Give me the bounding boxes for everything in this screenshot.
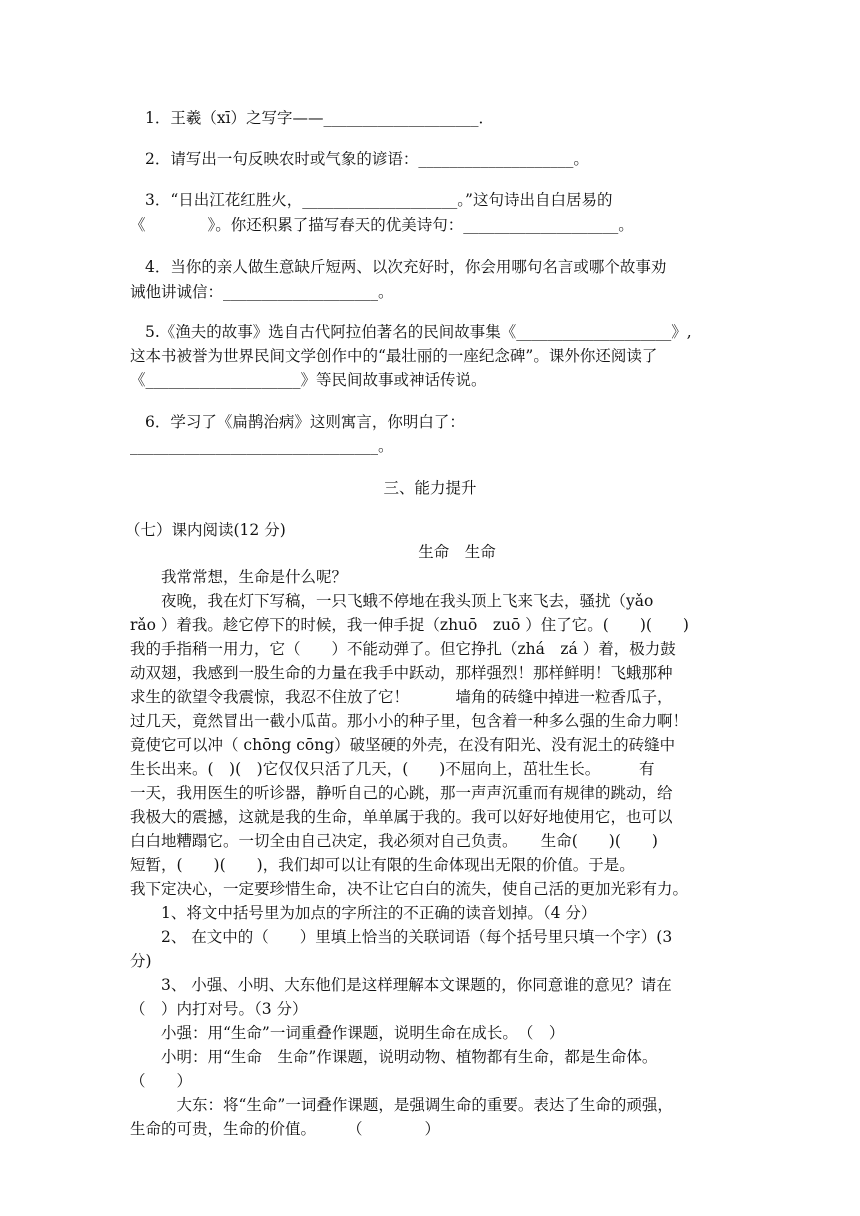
- passage-line: 白白地糟蹋它。一切全由自己决定，我必须对自己负责。 生命( )( ): [130, 832, 658, 850]
- reading-header: （七）课内阅读(12 分): [125, 521, 286, 539]
- question-2-line-1: 2．请写出一句反映农时或气象的谚语：____________________。: [145, 150, 589, 168]
- question-3-line-1: 3．“日出江花红胜火，____________________。”这句诗出自白居易的: [145, 191, 613, 209]
- question-5-line-2: 这本书被誉为世界民间文学创作中的“最壮丽的一座纪念碑”。课外你还阅读了: [130, 347, 658, 365]
- passage-line: rǎo ）着我。趁它停下的时候，我一伸手捉（zhuō zuō ）住了它。( )( ): [130, 616, 689, 634]
- exercise-line: 小明：用“生命 生命”作课题，说明动物、植物都有生命，都是生命体。: [130, 1048, 658, 1066]
- passage-line: 我常常想，生命是什么呢？: [130, 568, 348, 586]
- exercise-line: 分): [130, 952, 152, 970]
- exercise-line: 小强：用“生命”一词重叠作课题，说明生命在成长。 （ ）: [130, 1024, 565, 1042]
- section-title: 三、能力提升: [383, 479, 477, 497]
- question-4-line-1: 4．当你的亲人做生意缺斤短两、以次充好时，你会用哪句名言或哪个故事劝: [145, 258, 667, 276]
- question-5-line-3: 《____________________》等民间故事或神话传说。: [130, 371, 487, 389]
- question-5-line-1: 5.《渔夫的故事》选自古代阿拉伯著名的民间故事集《____________________》,: [145, 323, 692, 341]
- question-4-line-2: 诫他讲诚信：____________________。: [130, 283, 394, 301]
- passage-line: 竟使它可以冲（ chōng cōng）破坚硬的外壳，在没有阳光、没有泥土的砖缝中: [130, 736, 676, 754]
- passage-line: 夜晚，我在灯下写稿，一只飞蛾不停地在我头顶上飞来飞去，骚扰（yǎo: [130, 592, 654, 610]
- exercise-line: （ ）: [130, 1072, 193, 1090]
- exercise-line: 2、 在文中的（ ）里填上恰当的关联词语（每个括号里只填一个字）(3: [130, 928, 673, 946]
- question-3-line-2: 《 》。你还积累了描写春天的优美诗句：____________________。: [130, 216, 634, 234]
- passage-title: 生命 生命: [418, 543, 496, 561]
- passage-line: 我下定决心，一定要珍惜生命，决不让它白白的流失，使自己活的更加光彩有力。: [130, 880, 689, 898]
- passage-line: 我的手指稍一用力，它（ ）不能动弹了。但它挣扎（zhá zá ）着，极力鼓: [130, 640, 676, 658]
- passage-line: 我极大的震撼，这就是我的生命，单单属于我的。我可以好好地使用它，也可以: [130, 808, 673, 826]
- passage-line: 短暂，( )( )，我们却可以让有限的生命体现出无限的价值。于是。: [130, 856, 635, 874]
- question-6-line-1: 6．学习了《扁鹊治病》这则寓言，你明白了：: [145, 413, 465, 431]
- exercise-line: 大东：将“生命”一词叠作课题，是强调生命的重要。表达了生命的顽强，: [130, 1096, 673, 1114]
- exercise-line: 3、 小强、小明、大东他们是这样理解本文课题的，你同意谁的意见？请在: [130, 976, 672, 994]
- passage-line: 过几天，竟然冒出一截小瓜苗。那小小的种子里，包含着一种多么强的生命力啊！: [130, 712, 689, 730]
- exercise-line: 生命的可贵，生命的价值。 （ ）: [130, 1120, 441, 1138]
- question-6-line-2: ________________________________。: [130, 437, 394, 455]
- passage-line: 一天，我用医生的听诊器，静听自己的心跳，那一声声沉重而有规律的跳动，给: [130, 784, 673, 802]
- exercise-line: （ ）内打对号。（3 分）: [130, 1000, 308, 1018]
- question-1-line-1: 1．王羲（xī）之写字——____________________．: [145, 109, 495, 127]
- exercise-line: 1、将文中括号里为加点的字所注的不正确的读音划掉。（4 分）: [130, 904, 597, 922]
- passage-line: 求生的欲望令我震惊，我忍不住放了它！ 墙角的砖缝中掉进一粒香瓜子，: [130, 688, 673, 706]
- passage-line: 生长出来。( )( )它仅仅只活了几天，( )不屈向上，茁壮生长。 有: [130, 760, 655, 778]
- passage-line: 动双翅，我感到一股生命的力量在我手中跃动，那样强烈！那样鲜明！飞蛾那种: [130, 664, 673, 682]
